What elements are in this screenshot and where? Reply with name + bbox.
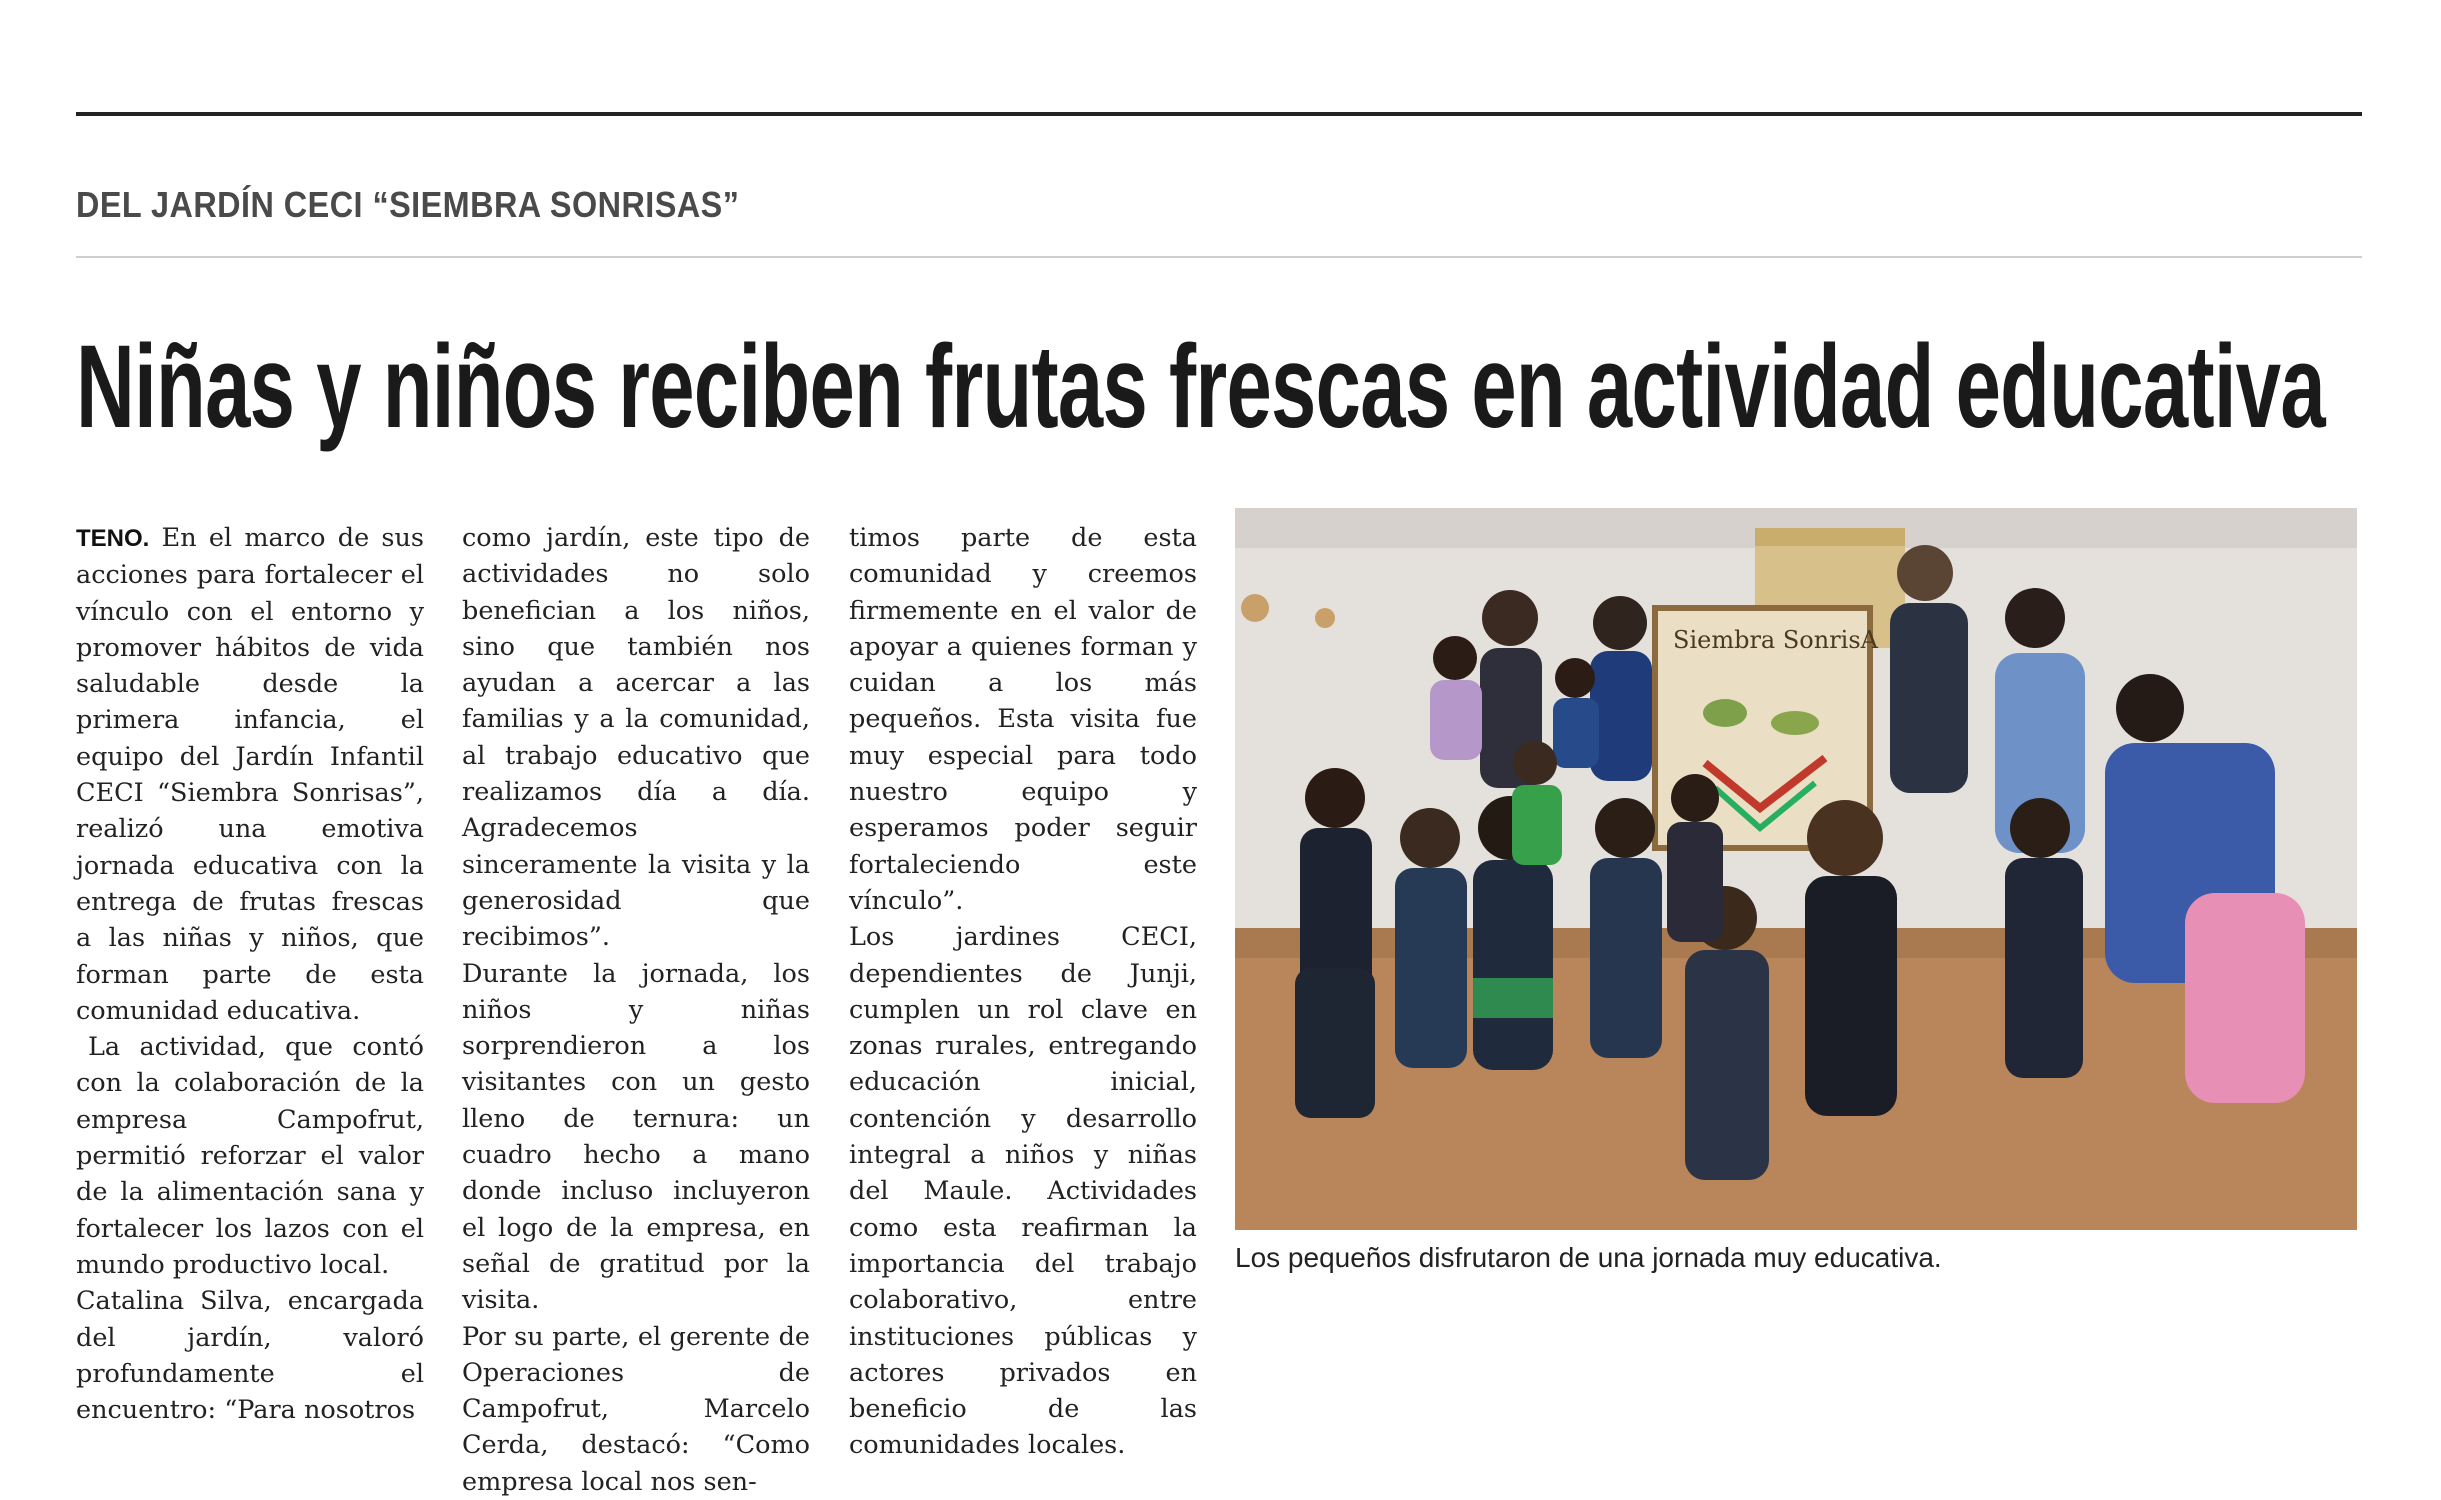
paragraph	[76, 520, 424, 1029]
dateline: TENO.	[76, 525, 150, 552]
article-column-1	[76, 520, 424, 1428]
section-divider	[76, 256, 2362, 258]
top-rule	[76, 112, 2362, 116]
photo-caption: Los pequeños disfrutaron de una jornada muy educativa.	[1235, 1242, 1942, 1273]
article-photo	[1235, 508, 2357, 1230]
paragraph: Durante la jornada, los niños y niñas sorprendieron a los visitantes con un gesto lleno de ternura: un cuadro hecho a mano donde incluso incluyeron el logo de la empresa, en señal de gratitud por la visita.	[462, 958, 810, 1316]
sign-text: Siembra SonrisA	[1673, 626, 1878, 654]
paragraph: Catalina Silva, encargada del jardín, valoró profundamente el encuentro: “Para nosotros	[76, 1286, 424, 1426]
paragraph: timos parte de esta comunidad y creemos firmemente en el valor de apoyar a quienes forman y cuidan a los más pequeños. Esta visita fue muy especial para todo nuestro equipo y esperamos poder seguir fortaleciendo este vínculo”.	[849, 523, 1197, 916]
paragraph-text: En el marco de sus acciones para fortalecer el vínculo con el entorno y promover hábitos de vida saludable desde la primera infancia, el equipo del Jardín Infantil CECI “Siembra Sonrisas”, realizó una emotiva jornada educativa con la entrega de frutas frescas a las niñas y niños, que forman parte de esta comunidad educativa.	[76, 523, 424, 1026]
paragraph: Los jardines CECI, dependientes de Junji, cumplen un rol clave en zonas rurales, entregando educación inicial, contención y desarrollo integral a niños y niñas del Maule. Actividades como esta reafirman la importancia del trabajo colaborativo, entre instituciones públicas y actores privados en beneficio de las comunidades locales.	[849, 922, 1197, 1461]
paragraph: La actividad, que contó con la colaboración de la empresa Campofrut, permitió reforzar el valor de la alimentación sana y fortalecer los lazos con el mundo productivo local.	[76, 1032, 424, 1280]
article-kicker: DEL JARDÍN CECI “SIEMBRA SONRISAS”	[76, 184, 740, 225]
paragraph: como jardín, este tipo de actividades no solo benefician a los niños, sino que también nos ayudan a acercar a las familias y a la comunidad, al trabajo educativo que realizamos día a día. Agradecemos sinceramente la visita y la generosidad que recibimos”.	[462, 523, 810, 953]
article-headline: Niñas y niños reciben frutas frescas en actividad educativa	[76, 321, 2325, 453]
paragraph: Por su parte, el gerente de Operaciones de Campofrut, Marcelo Cerda, destacó: “Como empresa local nos sen-	[462, 1321, 810, 1497]
article-column-2	[462, 520, 810, 1500]
article-column-3	[849, 520, 1197, 1464]
